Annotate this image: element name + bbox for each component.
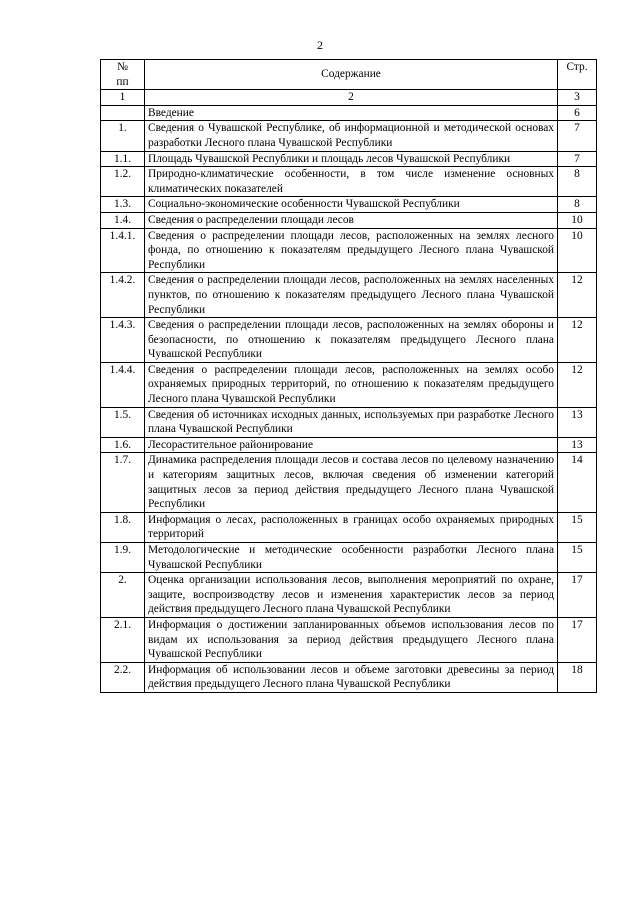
toc-entry-title: Сведения о распределении площади лесов, расположенных на землях особо охраняемых природных территорий, по отношению к показателям предыдущего Лесного плана Чувашской Республики (145, 362, 558, 407)
toc-entry-title: Сведения о распределении площади лесов, расположенных на землях населенных пунктов, по отношению к показателям предыдущего Лесного плана Чувашской Республики (145, 273, 558, 318)
toc-entry-title: Динамика распределения площади лесов и состава лесов по целевому назначению и категориям защитных лесов, включая сведения об изменении категорий защитных лесов за период действия предыдущего Лесного плана Чувашской Республики (145, 453, 558, 512)
toc-entry-row (101, 273, 597, 318)
toc-entry-number: 1.4. (101, 212, 145, 228)
toc-entry-number: 2.2. (101, 662, 145, 692)
toc-entry-row (101, 228, 597, 273)
toc-entry-page: 8 (558, 197, 597, 213)
toc-entry-page: 17 (558, 573, 597, 618)
toc-entry-title: Информация о достижении запланированных объемов использования лесов по видам их использования за период действия предыдущего Лесного плана Чувашской Республики (145, 617, 558, 662)
toc-entry-title: Введение (145, 105, 558, 121)
toc-entry-page: 6 (558, 105, 597, 121)
toc-entry-row (101, 512, 597, 542)
column-number-2: 2 (145, 90, 558, 106)
toc-entry-row (101, 573, 597, 618)
toc-entry-number: 1.4.1. (101, 228, 145, 273)
page-number: 2 (317, 38, 323, 52)
toc-entry-title: Сведения о распределении площади лесов, расположенных на землях лесного фонда, по отношению к показателям предыдущего Лесного плана Чувашской Республики (145, 228, 558, 273)
toc-entry-number: 1. (101, 121, 145, 151)
toc-entry-number: 1.1. (101, 151, 145, 167)
toc-entry-row (101, 362, 597, 407)
toc-entry-title: Оценка организации использования лесов, выполнения мероприятий по охране, защите, воспроизводству лесов и изменения характеристик лесов за период действия предыдущего Лесного плана Чувашской Республики (145, 573, 558, 618)
toc-entry-row (101, 318, 597, 363)
toc-entry-title: Социально-экономические особенности Чувашской Республики (145, 197, 558, 213)
toc-entry-row (101, 453, 597, 512)
toc-entry-number: 1.5. (101, 407, 145, 437)
toc-entry-number: 1.4.3. (101, 318, 145, 363)
toc-entry-row (101, 151, 597, 167)
toc-entry-page: 10 (558, 212, 597, 228)
toc-entry-title: Сведения о распределении площади лесов, расположенных на землях обороны и безопасности, по отношению к показателям предыдущего Лесного плана Чувашской Республики (145, 318, 558, 363)
toc-entry-title: Сведения о распределении площади лесов (145, 212, 558, 228)
toc-entry-page: 12 (558, 318, 597, 363)
toc-entry-row (101, 212, 597, 228)
column-number-1: 1 (101, 90, 145, 106)
toc-entry-title: Площадь Чувашской Республики и площадь лесов Чувашской Республики (145, 151, 558, 167)
toc-entry-number: 2. (101, 573, 145, 618)
toc-entry-row (101, 543, 597, 573)
header-page-label: Стр. (558, 60, 597, 90)
toc-entry-page: 15 (558, 543, 597, 573)
toc-entry-row (101, 407, 597, 437)
toc-entry-row (101, 197, 597, 213)
toc-entry-row (101, 662, 597, 692)
toc-entry-number: 2.1. (101, 617, 145, 662)
toc-entry-number: 1.9. (101, 543, 145, 573)
toc-entry-page: 10 (558, 228, 597, 273)
toc-header-row (101, 60, 597, 90)
header-number-cell (101, 60, 145, 90)
toc-entry-title: Методологические и методические особенности разработки Лесного плана Чувашской Республики (145, 543, 558, 573)
toc-entry-number: 1.4.2. (101, 273, 145, 318)
toc-entry-page: 13 (558, 437, 597, 453)
toc-entry-title: Сведения об источниках исходных данных, используемых при разработке Лесного плана Чувашской Республики (145, 407, 558, 437)
column-number-3: 3 (558, 90, 597, 106)
toc-entry-row (101, 437, 597, 453)
toc-entry-number: 1.2. (101, 167, 145, 197)
header-contents-title: Содержание (145, 60, 558, 90)
toc-entry-row (101, 167, 597, 197)
toc-entry-number: 1.3. (101, 197, 145, 213)
toc-entry-number: 1.8. (101, 512, 145, 542)
toc-entry-page: 12 (558, 273, 597, 318)
toc-entry-page: 15 (558, 512, 597, 542)
toc-entry-title: Сведения о Чувашской Республике, об информационной и методической основах разработки Лесного плана Чувашской Республики (145, 121, 558, 151)
table-of-contents (100, 59, 597, 693)
toc-entry-row (101, 617, 597, 662)
toc-entry-number: 1.4.4. (101, 362, 145, 407)
toc-entry-title: Природно-климатические особенности, в том числе изменение основных климатических показателей (145, 167, 558, 197)
toc-entry-page: 8 (558, 167, 597, 197)
toc-entry-page: 17 (558, 617, 597, 662)
header-number-symbol: № (117, 61, 128, 73)
toc-entry-page: 12 (558, 362, 597, 407)
toc-entry-page: 13 (558, 407, 597, 437)
toc-entry-title: Информация о лесах, расположенных в границах особо охраняемых природных территорий (145, 512, 558, 542)
toc-entry-number: 1.6. (101, 437, 145, 453)
toc-entry-page: 7 (558, 151, 597, 167)
toc-entry-number: 1.7. (101, 453, 145, 512)
toc-entry-row (101, 121, 597, 151)
toc-entry-page: 7 (558, 121, 597, 151)
header-number-abbrev: пп (116, 75, 129, 88)
toc-entry-title: Информация об использовании лесов и объеме заготовки древесины за период действия предыдущего Лесного плана Чувашской Республики (145, 662, 558, 692)
toc-entry-row (101, 105, 597, 121)
toc-entry-page: 18 (558, 662, 597, 692)
toc-entry-number (101, 105, 145, 121)
toc-entry-title: Лесорастительное районирование (145, 437, 558, 453)
column-numbers-row (101, 90, 597, 106)
toc-entry-page: 14 (558, 453, 597, 512)
